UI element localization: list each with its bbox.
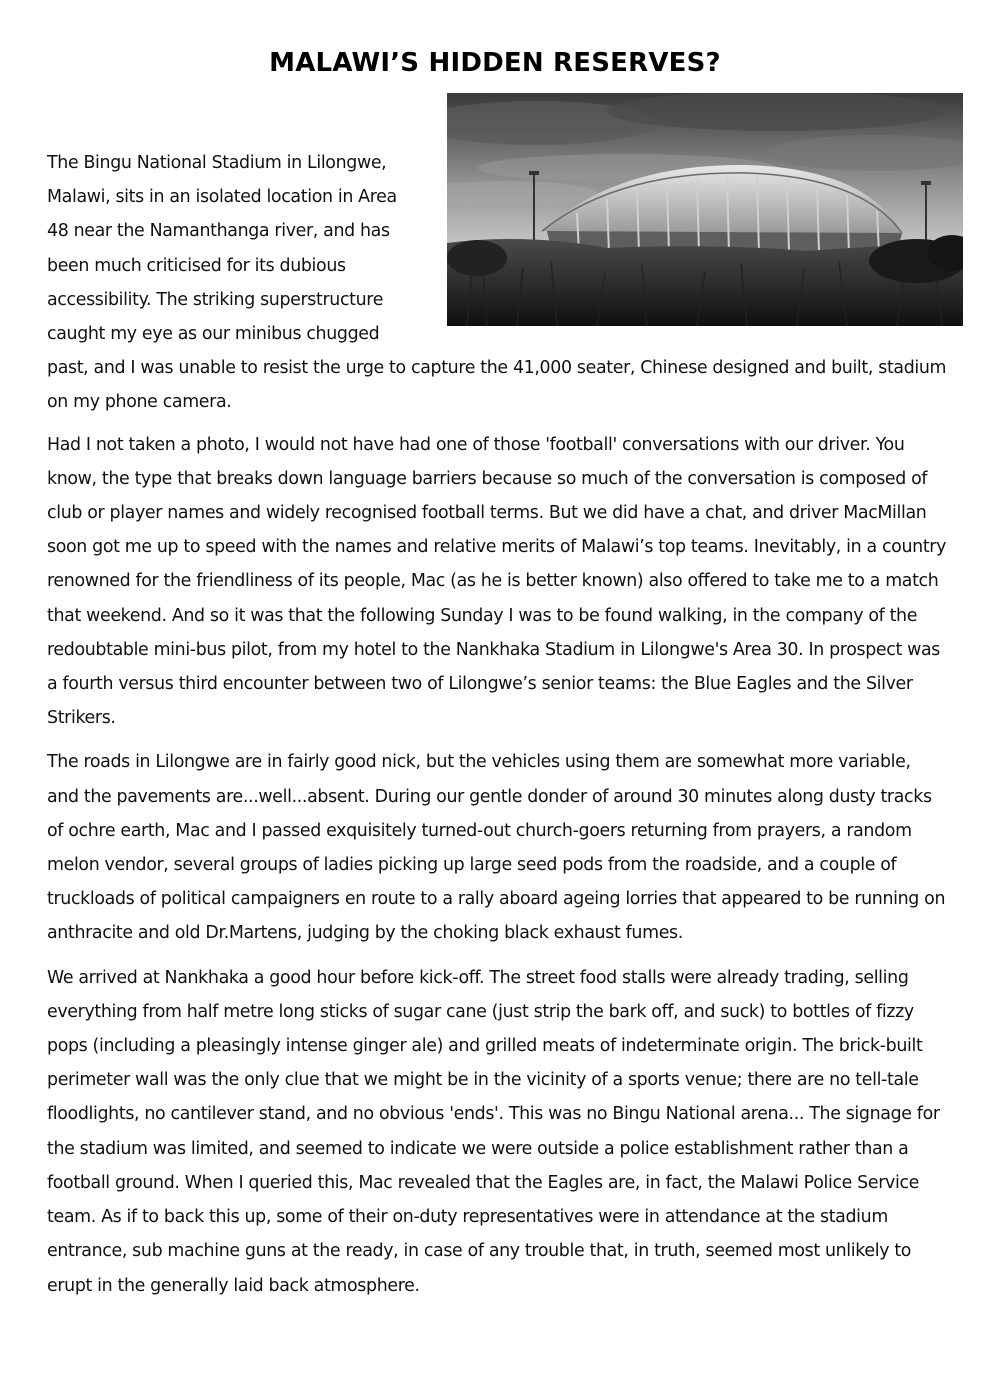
article-paragraph-1: The Bingu National Stadium in Lilongwe, Malawi, sits in an isolated location in Area 48 near the Namanthanga river, and has been much criticised for its dubious accessibility. The striking superstructure caught my eye as our minibus chugged past, and I was unable to resist the urge to capture the 41,000 seater, Chinese designed and built, stadium on my phone camera.: [47, 153, 947, 413]
article-title: MALAWI’S HIDDEN RESERVES?: [269, 48, 721, 78]
photo-wrap-spacer: [417, 146, 947, 334]
article-paragraph-4: We arrived at Nankhaka a good hour before kick-off. The street food stalls were already trading, selling everything from half metre long sticks of sugar cane (just strip the bark off, and suck) to bottles of fizzy pops (including a pleasingly intense ginger ale) and grilled meats of indeterminate origin. The brick-built perimeter wall was the only clue that we might be in the vicinity of a sports venue; there are no tell-tale floodlights, no cantilever stand, and no obvious 'ends'. This was no Bingu National arena... The signage for the stadium was limited, and seemed to indicate we were outside a police establishment rather than a football ground. When I queried this, Mac revealed that the Eagles are, in fact, the Malawi Police Service team. As if to back this up, some of their on-duty representatives were in attendance at the stadium entrance, sub machine guns at the ready, in case of any trouble that, in truth, seemed most unlikely to erupt in the generally laid back atmosphere.: [47, 967, 940, 1296]
article-body: [47, 146, 947, 1313]
article-paragraph-3: The roads in Lilongwe are in fairly good nick, but the vehicles using them are somewhat more variable, and the pavements are...well...absent. During our gentle donder of around 30 minutes along dusty tracks of ochre earth, Mac and I passed exquisitely turned-out church-goers returning from prayers, a random melon vendor, several groups of ladies picking up large seed pods from the roadside, and a couple of truckloads of political campaigners en route to a rally aboard ageing lorries that appeared to be running on anthracite and old Dr.Martens, judging by the choking black exhaust fumes.: [47, 752, 946, 944]
article-paragraph-2: Had I not taken a photo, I would not have had one of those 'football' conversations with our driver. You know, the type that breaks down language barriers because so much of the conversation is composed of club or player names and widely recognised football terms. But we did have a chat, and driver MacMillan soon got me up to speed with the names and relative merits of Malawi’s top teams. Inevitably, in a country renowned for the friendliness of its people, Mac (as he is better known) also offered to take me to a match that weekend. And so it was that the following Sunday I was to be found walking, in the company of the redoubtable mini-bus pilot, from my hotel to the Nankhaka Stadium in Lilongwe's Area 30. In prospect was a fourth versus third encounter between two of Lilongwe’s senior teams: the Blue Eagles and the Silver Strikers.: [47, 434, 947, 729]
